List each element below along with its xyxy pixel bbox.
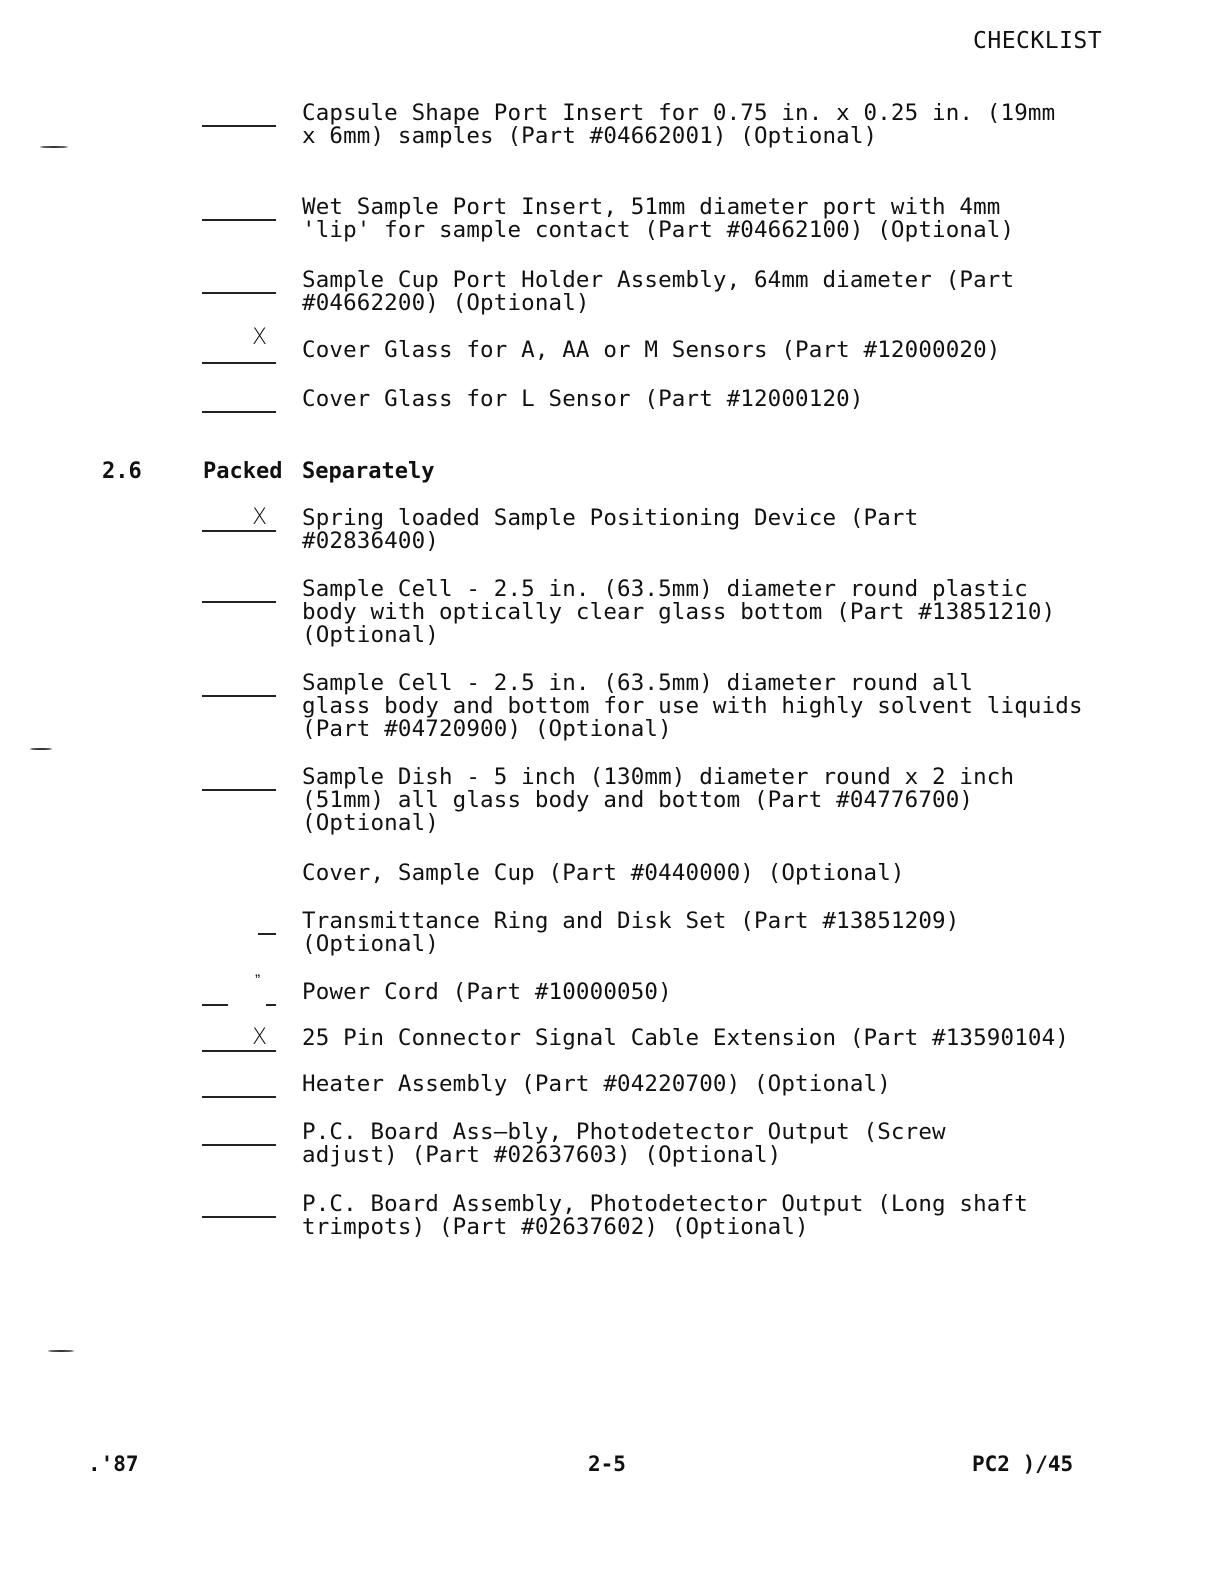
checkbox-blank (202, 672, 276, 697)
checkbox-blank (202, 1073, 276, 1098)
item-description: Sample Dish - 5 inch (130mm) diameter round x 2 inch (51mm) all glass body and bottom (Part #04776700) (Optional) (302, 764, 1015, 836)
item-description: Wet Sample Port Insert, 51mm diameter port with 4mm 'lip' for sample contact (Part #04662100) (Optional) (302, 194, 1015, 243)
checkbox-blank (202, 269, 276, 294)
checkbox-blank (202, 981, 228, 1006)
item-description: Cover Glass for L Sensor (Part #12000120) (302, 386, 864, 412)
margin-mark (40, 146, 68, 148)
checkbox-blank (258, 910, 276, 935)
item-description: P.C. Board Assembly, Photodetector Output (Long shaft trimpots) (Part #02637602) (Optional) (302, 1191, 1028, 1240)
item-description: Transmittance Ring and Disk Set (Part #13851209) (Optional) (302, 908, 960, 957)
section-number: 2.6 (102, 459, 142, 484)
section-label: Packed (203, 459, 283, 484)
checkbox-blank (202, 388, 276, 413)
item-description: Sample Cell - 2.5 in. (63.5mm) diameter round all glass body and bottom for use with highly solvent liquids (Part #04720900) (Optional) (302, 670, 1083, 742)
margin-mark (30, 748, 52, 750)
page-header: CHECKLIST (973, 28, 1103, 54)
item-description: Sample Cell - 2.5 in. (63.5mm) diameter round plastic body with optically clear glass bottom (Part #13851210) (Optional) (302, 576, 1056, 648)
page-number: 2-5 (588, 1452, 626, 1476)
item-description: Power Cord (Part #10000050) (302, 979, 672, 1005)
item-description: Cover Glass for A, AA or M Sensors (Part #12000020) (302, 337, 1001, 363)
check-mark: X (252, 505, 268, 530)
check-mark: ˮ (255, 971, 261, 990)
checkbox-blank (202, 1193, 276, 1218)
margin-mark (48, 1350, 74, 1352)
item-description: P.C. Board Ass—bly, Photodetector Output (Screw adjust) (Part #02637603) (Optional) (302, 1119, 946, 1168)
item-description: Cover, Sample Cup (Part #0440000) (Optional) (302, 860, 905, 886)
checkbox-blank (202, 766, 276, 791)
checkbox-blank (202, 102, 276, 127)
item-description: Capsule Shape Port Insert for 0.75 in. x 0.25 in. (19mm x 6mm) samples (Part #04662001) (Optional) (302, 100, 1056, 149)
section-title: Separately (302, 459, 435, 484)
checkbox-blank (266, 981, 276, 1006)
check-mark: X (252, 325, 268, 350)
checkbox-blank (202, 578, 276, 603)
footer-date: .'87 (88, 1452, 139, 1476)
check-mark: X (252, 1025, 268, 1050)
item-description: Spring loaded Sample Positioning Device (Part #02836400) (302, 505, 919, 554)
item-description: Sample Cup Port Holder Assembly, 64mm diameter (Part #04662200) (Optional) (302, 267, 1015, 316)
item-description: 25 Pin Connector Signal Cable Extension (Part #13590104) (302, 1025, 1069, 1051)
document-code: PC2 )/45 (972, 1452, 1074, 1476)
item-description: Heater Assembly (Part #04220700) (Optional) (302, 1071, 891, 1097)
checkbox-blank (202, 196, 276, 221)
checkbox-blank (202, 1121, 276, 1146)
